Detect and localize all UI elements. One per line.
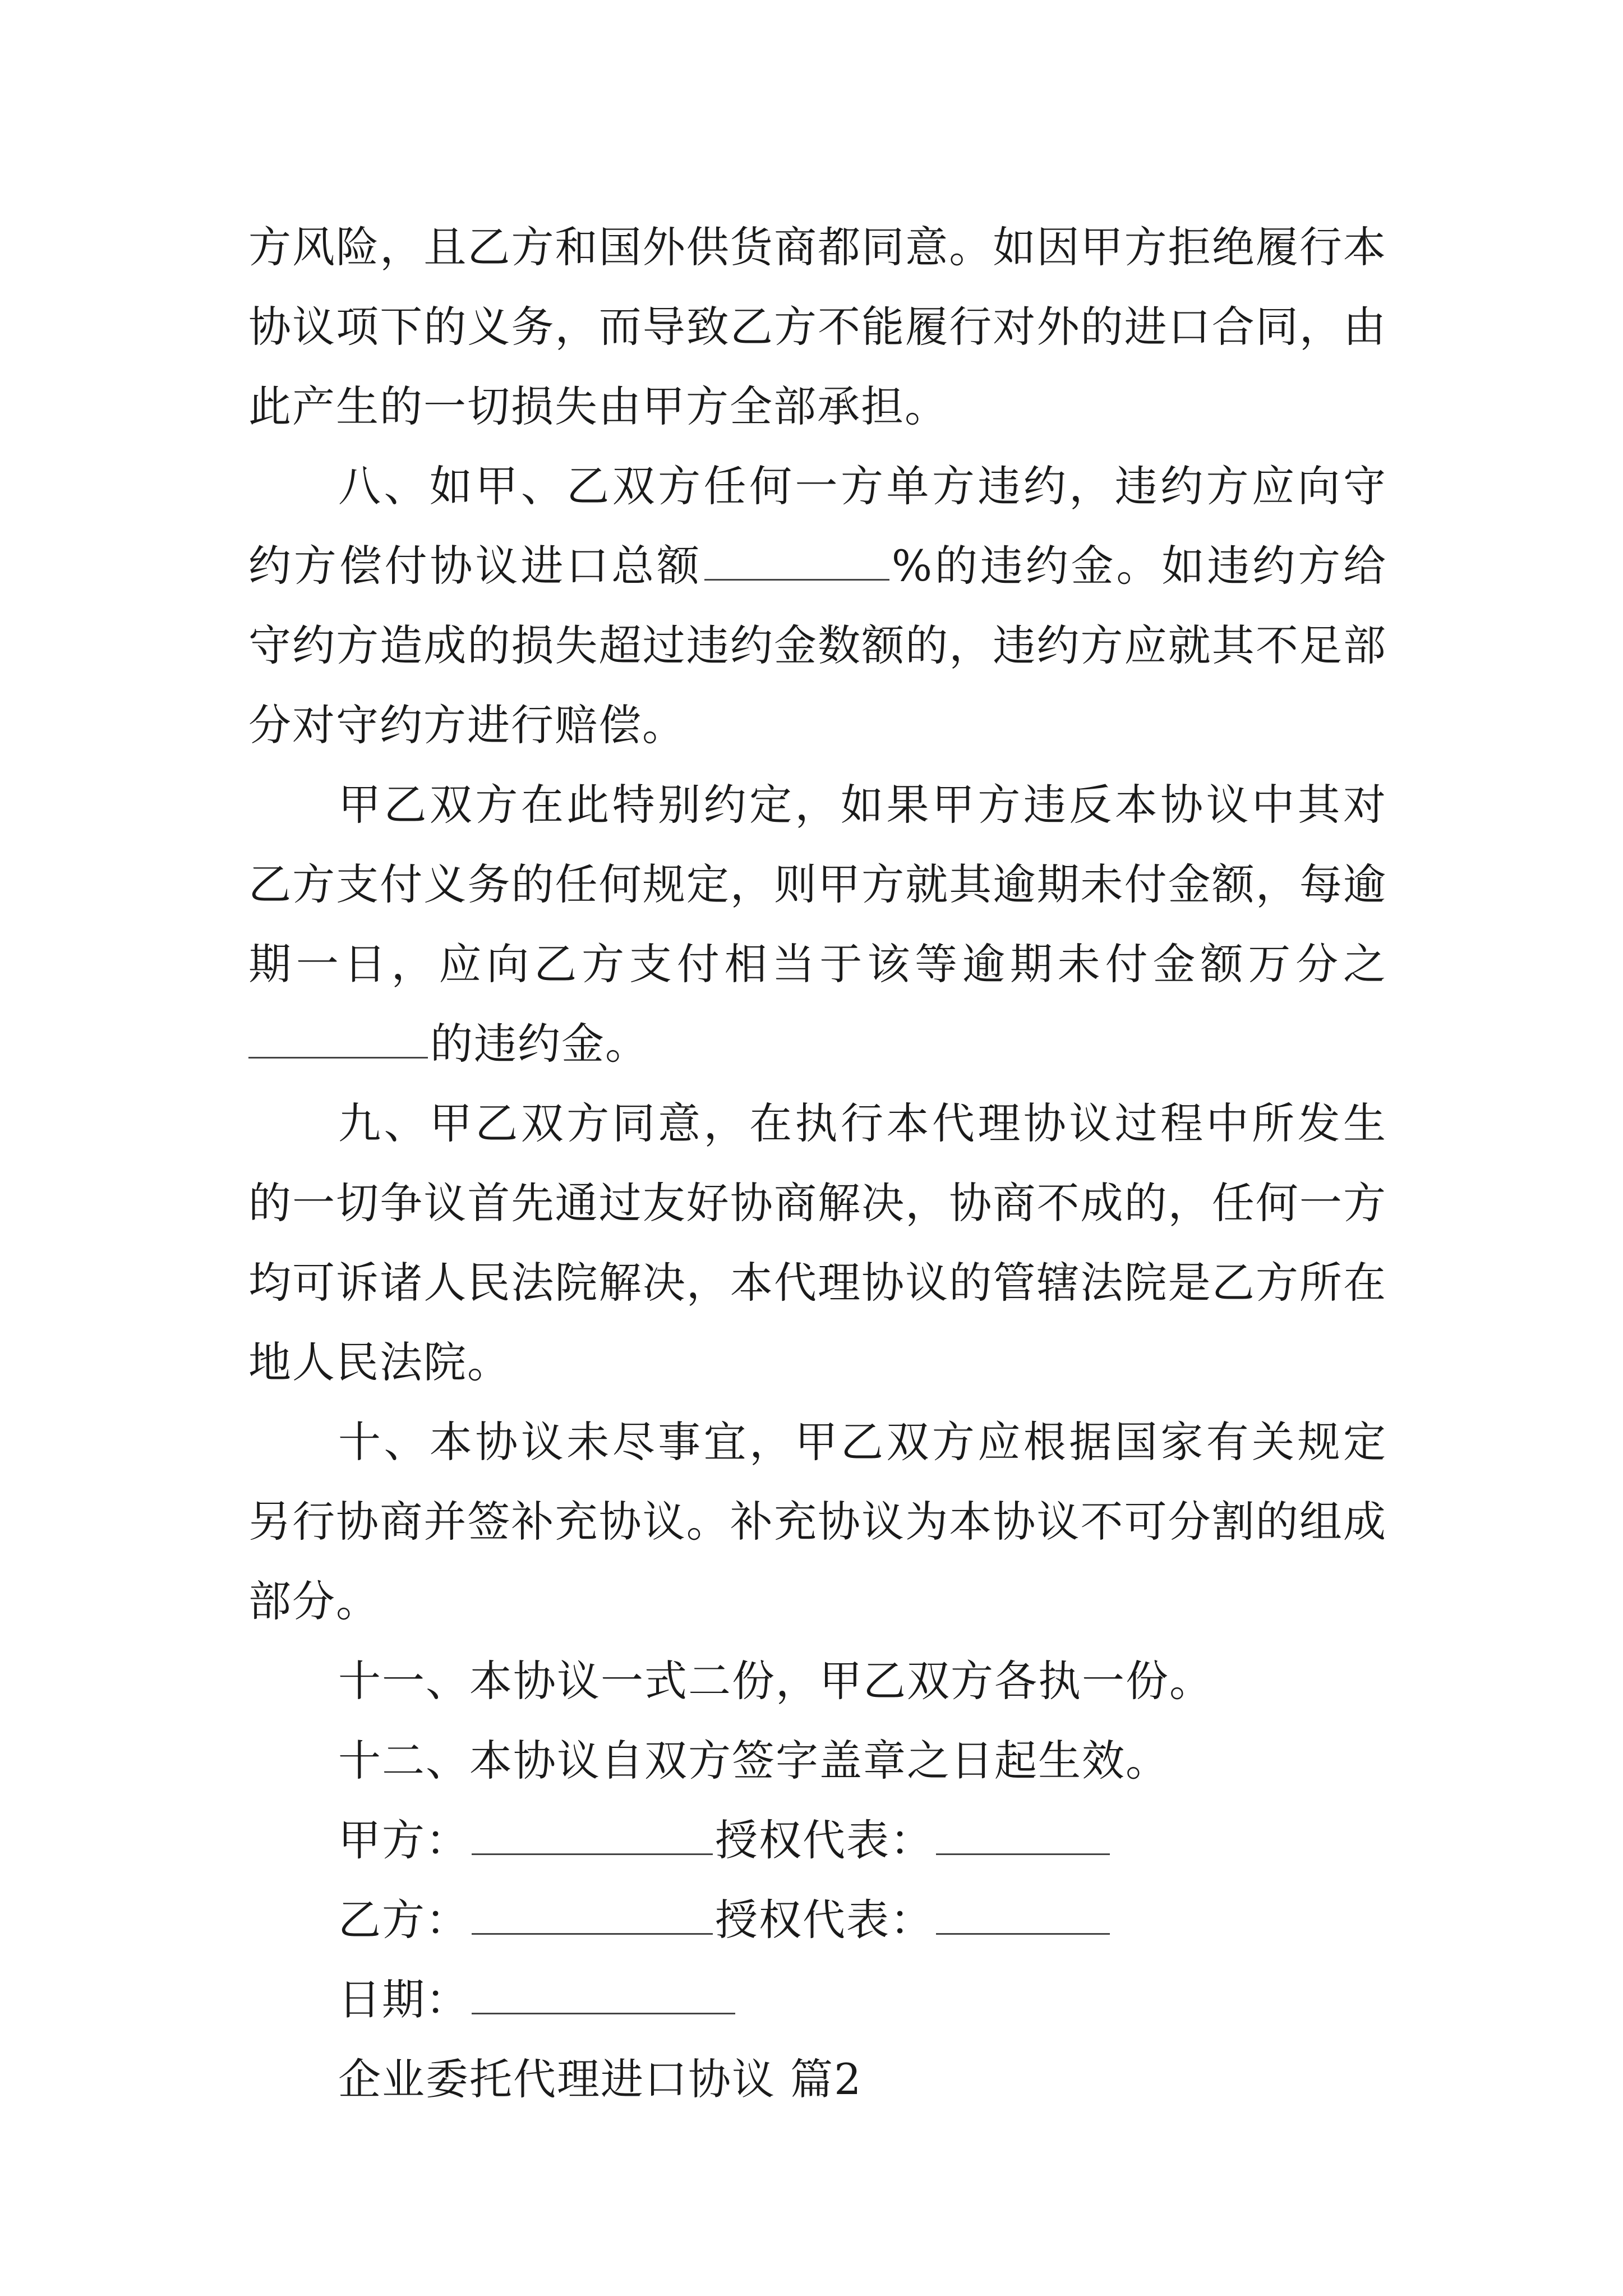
signature-party-a [248,1801,1387,1880]
party-a-label: 甲方： [338,1815,469,1865]
party-a-rep-blank [936,1814,1110,1855]
party-a-blank [472,1814,713,1855]
paragraph-late-payment [248,765,1387,1084]
paragraph-risk-text: 方风险，且乙方和国外供货商都同意。如因甲方拒绝履行本协议项下的义务，而导致乙方不能履行对外的进口合同，由此产生的一切损失由甲方全部承担。 [248,222,1387,431]
paragraph-clause-10 [248,1402,1387,1641]
party-b-blank [472,1894,713,1935]
section-title [248,2040,1387,2119]
section-title-text: 企业委托代理进口协议 篇2 [338,2054,863,2104]
party-b-label: 乙方： [338,1895,469,1945]
document-body [248,208,1387,2119]
penalty-percent-blank [704,540,889,581]
late-rate-blank [248,1018,428,1059]
signature-party-b [248,1880,1387,1960]
paragraph-risk [248,208,1387,447]
clause-11-text: 十一、本协议一式二份，甲乙双方各执一份。 [338,1656,1213,1706]
party-b-rep-label: 授权代表： [715,1895,934,1945]
party-a-rep-label: 授权代表： [715,1815,934,1865]
signature-date [248,1960,1387,2040]
late-payment-text-after: 的违约金。 [430,1019,649,1069]
late-payment-text-before: 甲乙双方在此特别约定，如果甲方违反本协议中其对乙方支付义务的任何规定，则甲方就其逾期未付金额，每逾期一日，应向乙方支付相当于该等逾期未付金额万分之 [248,780,1387,989]
party-b-rep-blank [936,1894,1110,1935]
clause-10-text: 十、本协议未尽事宜，甲乙双方应根据国家有关规定另行协商并签补充协议。补充协议为本协议不可分割的组成部分。 [248,1417,1387,1626]
paragraph-clause-11 [248,1641,1387,1721]
clause-8-text-before: 八、如甲、乙双方任何一方单方违约，违约方应向守约方偿付协议进口总额 [248,461,1387,591]
paragraph-clause-8 [248,447,1387,765]
paragraph-clause-12 [248,1721,1387,1801]
clause-8-text-after: %的违约金。如违约方给守约方造成的损失超过违约金数额的，违约方应就其不足部分对守约方进行赔偿。 [248,541,1387,750]
date-blank [472,1973,735,2014]
paragraph-clause-9 [248,1084,1387,1402]
clause-9-text: 九、甲乙双方同意，在执行本代理协议过程中所发生的一切争议首先通过友好协商解决，协商不成的，任何一方均可诉诸人民法院解决，本代理协议的管辖法院是乙方所在地人民法院。 [248,1098,1387,1387]
clause-12-text: 十二、本协议自双方签字盖章之日起生效。 [338,1736,1169,1786]
date-label: 日期： [338,1975,469,2024]
